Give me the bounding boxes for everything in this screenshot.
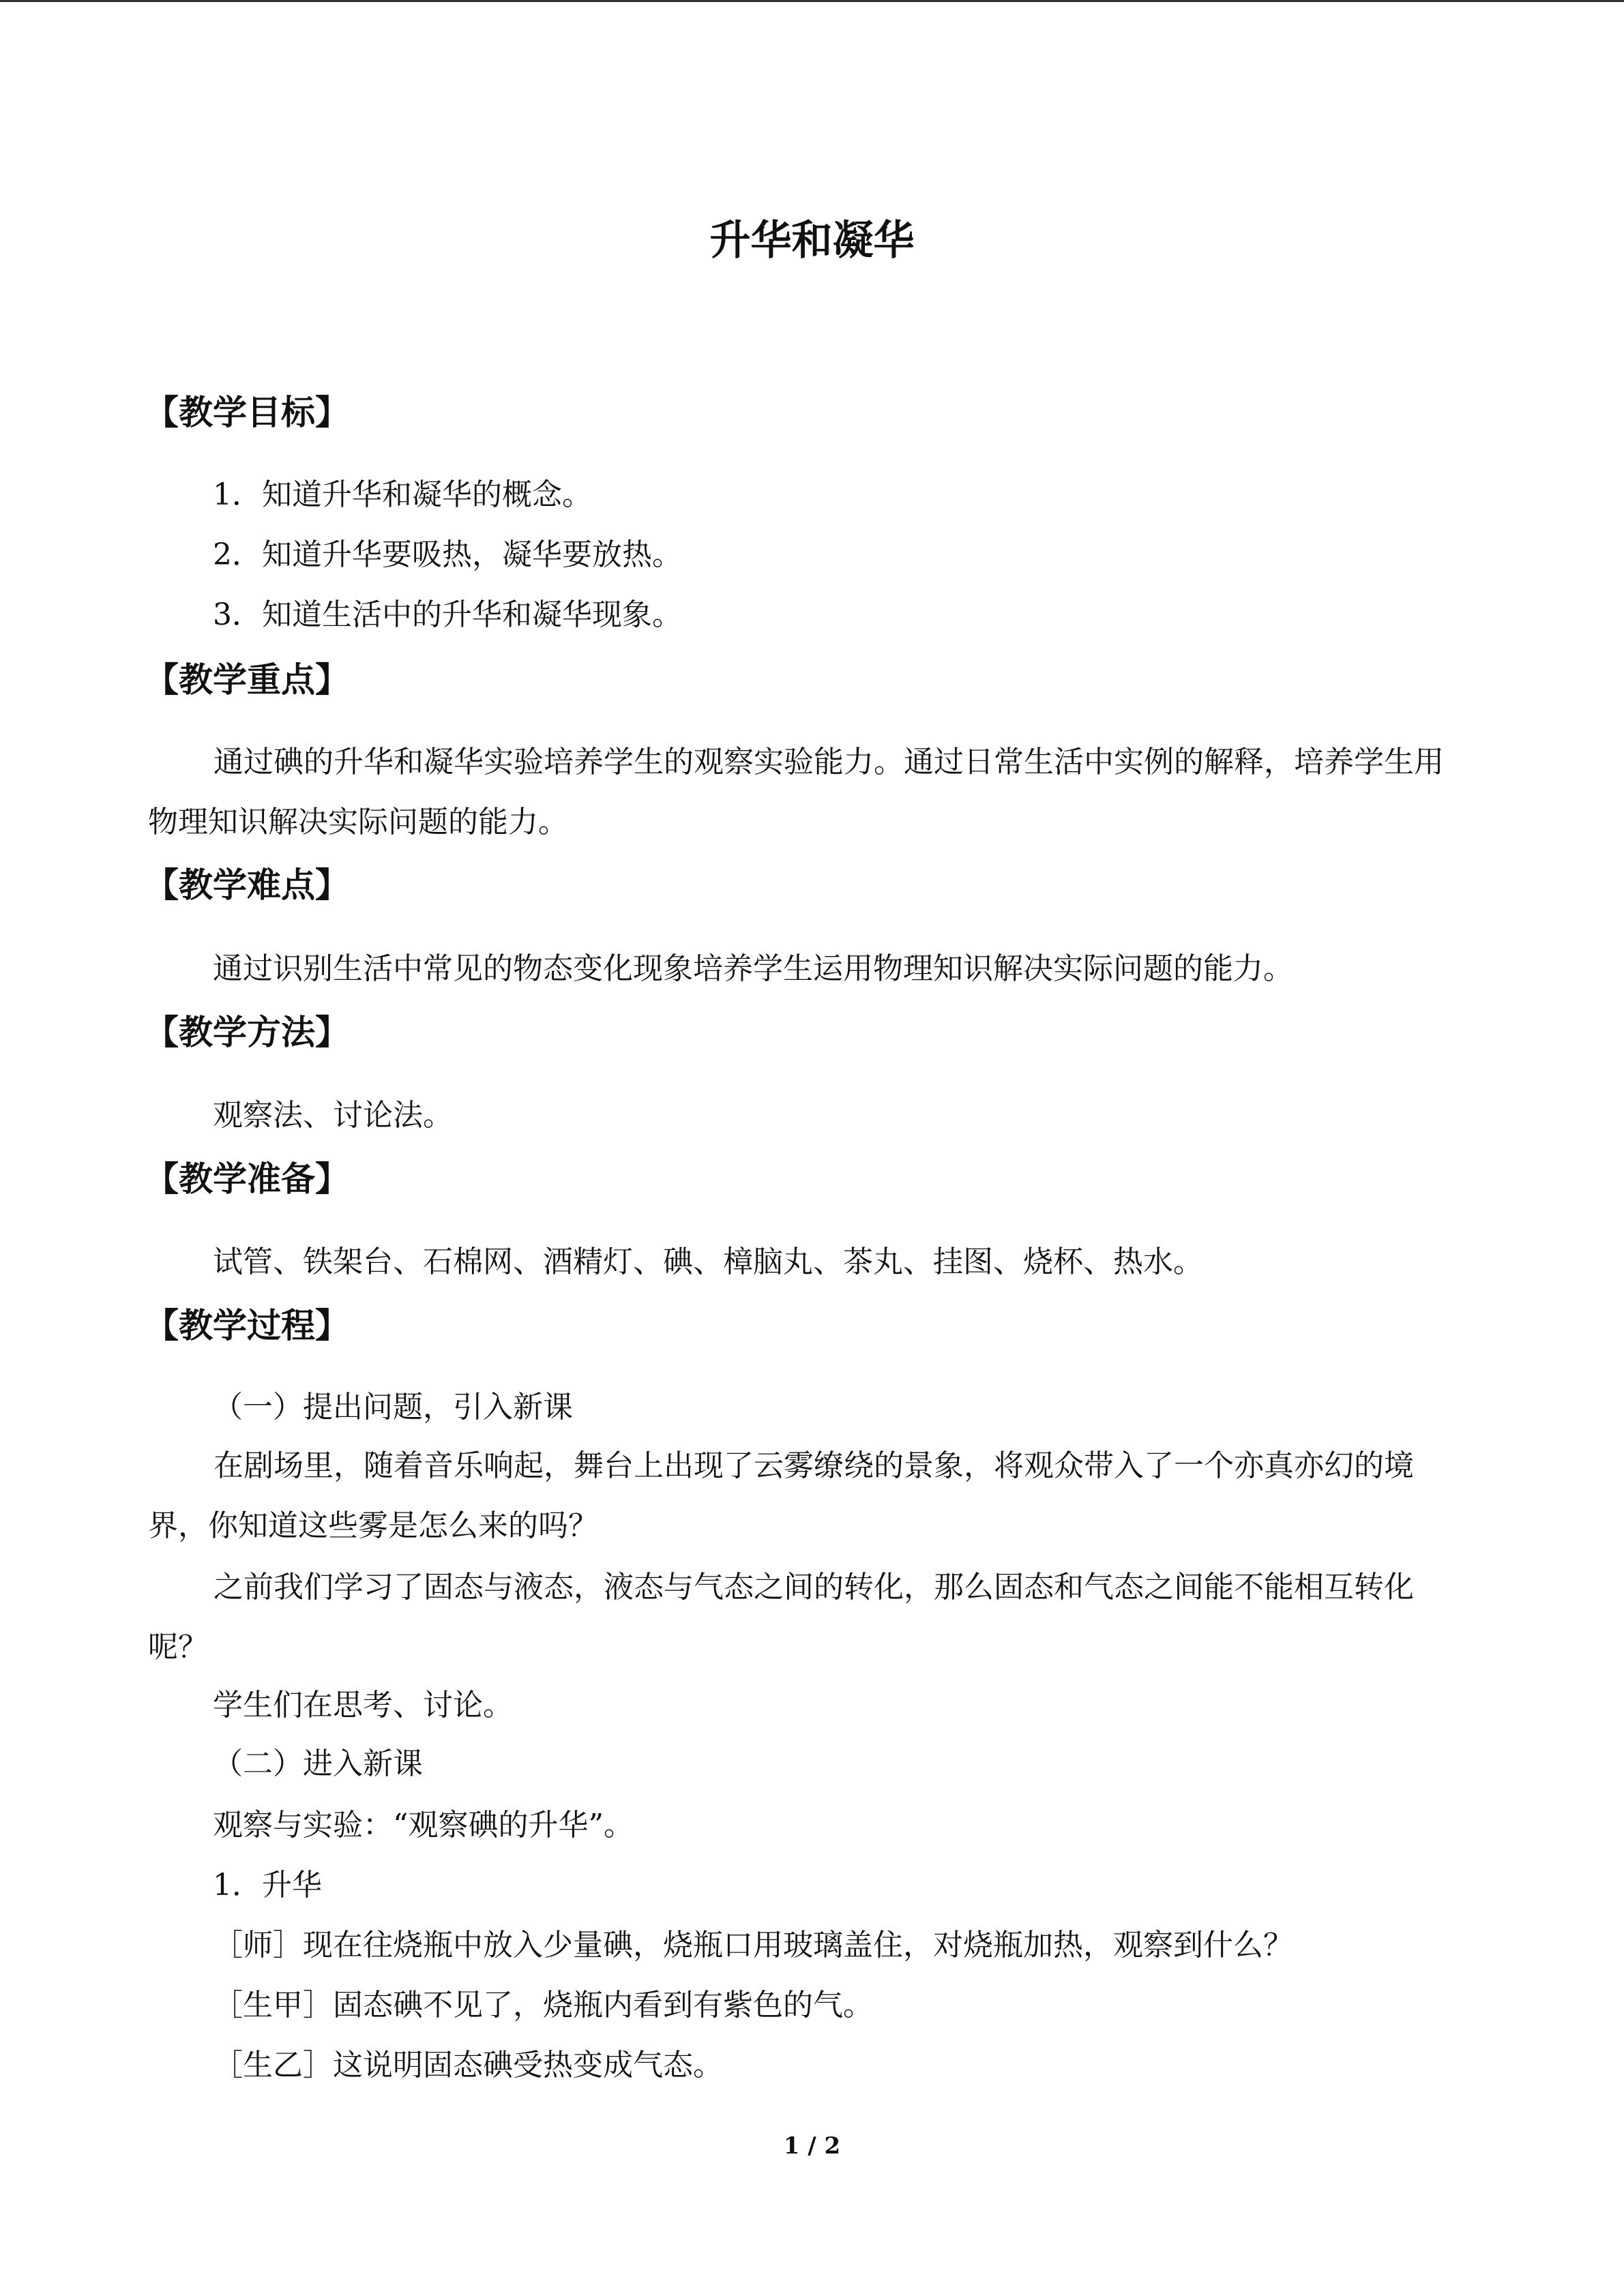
- process-paragraph-5: 1．升华: [213, 1868, 322, 1903]
- objective-item-3: 3．知道生活中的升华和凝华现象。: [213, 597, 682, 632]
- process-paragraph-4: 观察与实验：“观察碘的升华”。: [213, 1808, 634, 1843]
- process-paragraph-3: 学生们在思考、讨论。: [213, 1688, 513, 1723]
- process-paragraph-7: ［生甲］固态碘不见了，烧瓶内看到有紫色的气。: [213, 1988, 873, 2023]
- process-paragraph-6: ［师］现在往烧瓶中放入少量碘，烧瓶口用玻璃盖住，对烧瓶加热，观察到什么？: [213, 1928, 1293, 1963]
- process-paragraph-8: ［生乙］这说明固态碘受热变成气态。: [213, 2048, 723, 2083]
- heading-key-points: 【教学重点】: [145, 660, 349, 700]
- heading-methods: 【教学方法】: [145, 1013, 349, 1052]
- heading-process: 【教学过程】: [145, 1306, 349, 1345]
- preparation-text: 试管、铁架台、石棉网、酒精灯、碘、樟脑丸、茶丸、挂图、烧杯、热水。: [213, 1244, 1203, 1279]
- process-step-2: （二）进入新课: [213, 1746, 423, 1781]
- methods-text: 观察法、讨论法。: [213, 1098, 453, 1133]
- page-number: 1 / 2: [783, 2132, 841, 2160]
- document-title: 升华和凝华: [709, 217, 915, 265]
- page-top-rule: [0, 0, 1624, 2]
- objective-item-2: 2．知道升华要吸热，凝华要放热。: [213, 537, 682, 572]
- key-points-text: 通过碘的升华和凝华实验培养学生的观察实验能力。通过日常生活中实例的解释，培养学生用物理知识解决实际问题的能力。: [148, 745, 1444, 839]
- heading-preparation: 【教学准备】: [145, 1159, 349, 1199]
- difficulties-text: 通过识别生活中常见的物态变化现象培养学生运用物理知识解决实际问题的能力。: [213, 951, 1293, 986]
- heading-objectives: 【教学目标】: [145, 393, 349, 432]
- process-paragraph-1: 在剧场里，随着音乐响起，舞台上出现了云雾缭绕的景象，将观众带入了一个亦真亦幻的境界，你知道这些雾是怎么来的吗？: [148, 1448, 1414, 1543]
- heading-difficulties: 【教学难点】: [145, 865, 349, 905]
- process-step-1: （一）提出问题，引入新课: [213, 1390, 573, 1425]
- process-paragraph-2: 之前我们学习了固态与液态，液态与气态之间的转化，那么固态和气态之间能不能相互转化呢？: [148, 1570, 1414, 1665]
- objective-item-1: 1．知道升华和凝华的概念。: [213, 477, 592, 512]
